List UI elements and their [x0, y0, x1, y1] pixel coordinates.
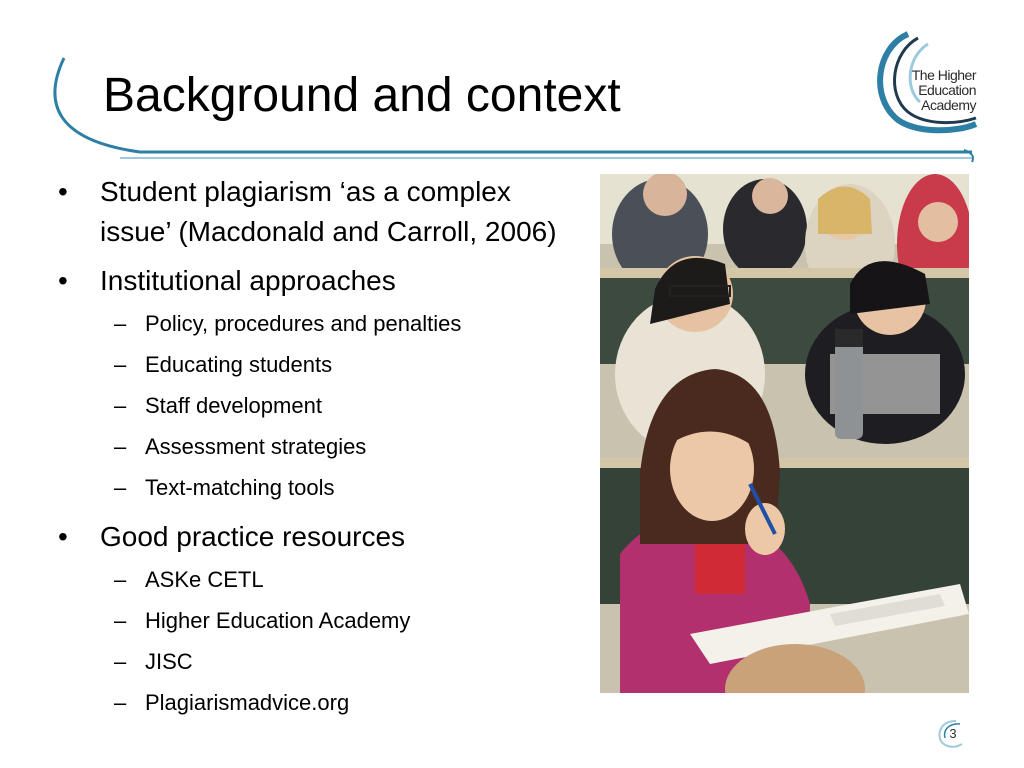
sub-bullet-item	[100, 344, 578, 385]
dash-marker: –	[114, 393, 127, 418]
bullet-text: Good practice resources	[100, 521, 406, 552]
dash-marker: –	[114, 434, 127, 459]
sub-bullet-text: Staff development	[145, 393, 322, 418]
dash-marker: –	[114, 475, 127, 500]
logo-line-2: Education	[918, 82, 976, 98]
hea-logo-text	[904, 68, 976, 113]
sub-bullet-item	[100, 600, 578, 641]
sub-bullet-text: Policy, procedures and penalties	[145, 311, 462, 336]
bullet-item-institutional-approaches	[58, 261, 578, 508]
dash-marker: –	[114, 311, 127, 336]
bullet-item-plagiarism	[58, 172, 578, 252]
bullet-text: Institutional approaches	[100, 265, 396, 296]
sub-bullet-text: Plagiarismadvice.org	[145, 690, 350, 715]
dash-marker: –	[114, 352, 127, 377]
sub-bullet-item	[100, 426, 578, 467]
sub-bullet-text: ASKe CETL	[145, 567, 264, 592]
sub-bullet-item	[100, 682, 578, 723]
slide-title: Background and context	[103, 69, 621, 122]
sub-bullet-text: JISC	[145, 649, 193, 674]
dash-marker: –	[114, 690, 127, 715]
bullet-marker: •	[58, 521, 68, 552]
sub-bullet-text: Higher Education Academy	[145, 608, 411, 633]
bullet-marker: •	[58, 176, 68, 207]
dash-marker: –	[114, 649, 127, 674]
logo-line-3: Academy	[921, 97, 976, 113]
sub-bullet-text: Educating students	[145, 352, 333, 377]
sub-bullet-item	[100, 467, 578, 508]
students-lecture-photo	[600, 174, 969, 693]
dash-marker: –	[114, 567, 127, 592]
page-number: 3	[949, 726, 957, 741]
sub-bullet-item	[100, 303, 578, 344]
sub-bullet-text: Text-matching tools	[145, 475, 335, 500]
hea-logo	[868, 28, 980, 134]
sub-bullet-list	[100, 559, 578, 723]
sub-bullet-item	[100, 641, 578, 682]
dash-marker: –	[114, 608, 127, 633]
bullet-list	[58, 172, 578, 723]
sub-bullet-list	[100, 303, 578, 508]
sub-bullet-item	[100, 559, 578, 600]
logo-line-1: The Higher	[911, 67, 976, 83]
bullet-item-good-practice-resources	[58, 517, 578, 723]
sub-bullet-item	[100, 385, 578, 426]
bullet-list-area	[58, 172, 578, 732]
students-lecture-illustration	[600, 174, 969, 693]
sub-bullet-text: Assessment strategies	[145, 434, 367, 459]
bullet-marker: •	[58, 265, 68, 296]
bullet-text: Student plagiarism ‘as a complex issue’ (Macdonald and Carroll, 2006)	[100, 176, 557, 247]
